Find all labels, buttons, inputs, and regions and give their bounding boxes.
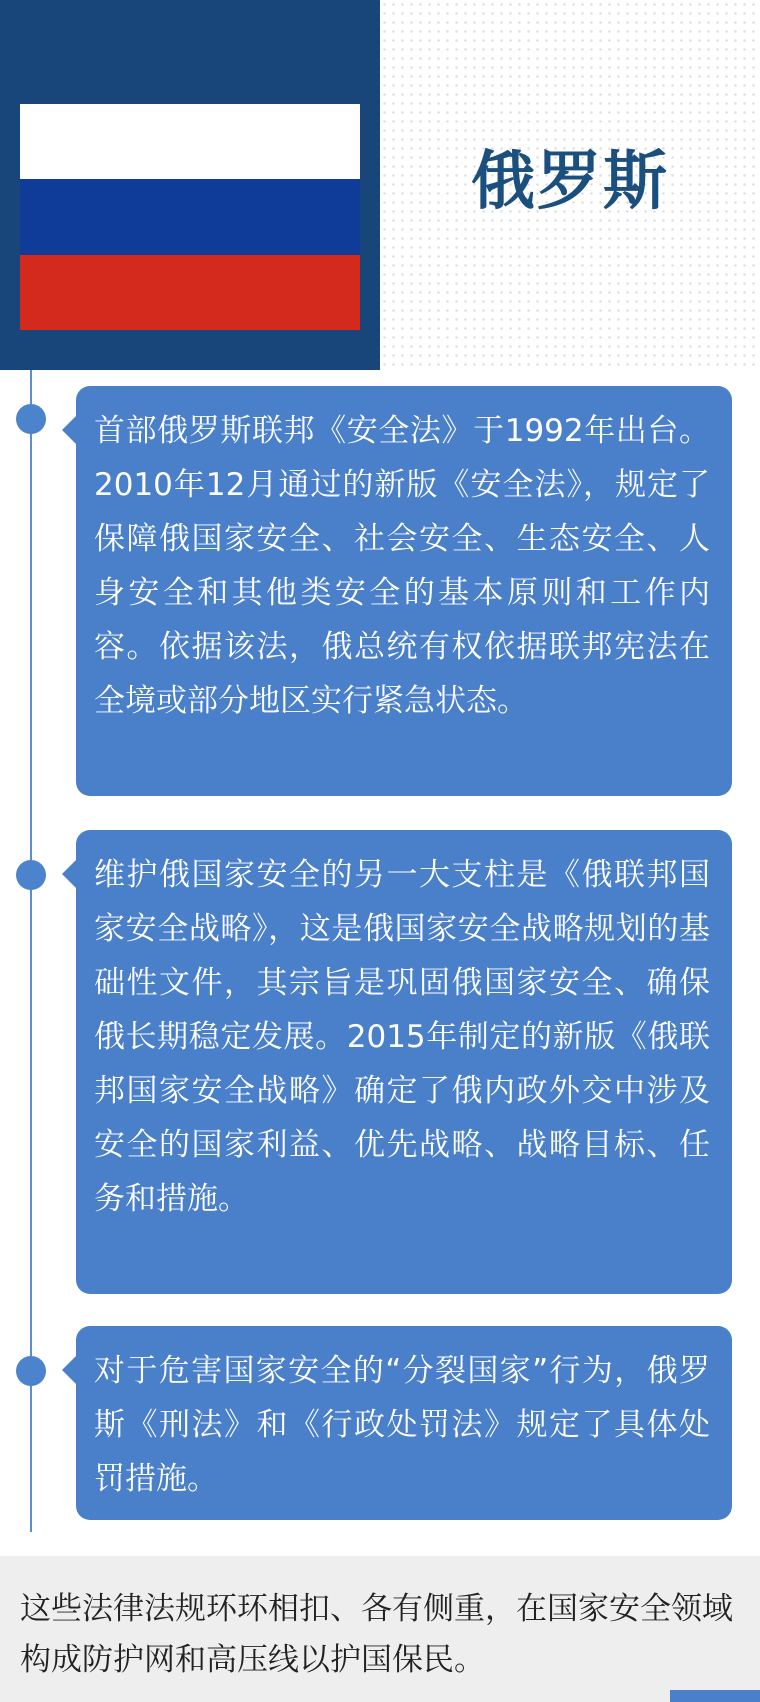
flag-stripe-red — [20, 255, 360, 330]
russia-flag — [20, 104, 360, 330]
timeline-dot — [16, 860, 46, 890]
corner-accent — [670, 1690, 760, 1702]
info-card — [76, 830, 732, 1294]
summary-banner — [0, 1556, 760, 1702]
timeline-dot — [16, 1356, 46, 1386]
info-card-text: 维护俄国家安全的另一大支柱是《俄联邦国家安全战略》，这是俄国家安全战略规划的基础性文件，其宗旨是巩固俄国家安全、确保俄长期稳定发展。2015年制定的新版《俄联邦国家安全战略》确定了俄内政外交中涉及安全的国家利益、优先战略、战略目标、任务和措施。 — [94, 857, 710, 1217]
info-card — [76, 386, 732, 796]
info-card-text: 对于危害国家安全的“分裂国家”行为，俄罗斯《刑法》和《行政处罚法》规定了具体处罚措施。 — [94, 1353, 710, 1497]
flag-stripe-blue — [20, 179, 360, 254]
page-title: 俄罗斯 — [471, 145, 669, 219]
flag-stripe-white — [20, 104, 360, 179]
timeline-dot — [16, 404, 46, 434]
summary-text: 这些法律法规环环相扣、各有侧重，在国家安全领域构成防护网和高压线以护国保民。 — [20, 1591, 733, 1678]
info-card-text: 首部俄罗斯联邦《安全法》于1992年出台。2010年12月通过的新版《安全法》，规定了保障俄国家安全、社会安全、生态安全、人身安全和其他类安全的基本原则和工作内容。依据该法，俄总统有权依据联邦宪法在全境或部分地区实行紧急状态。 — [94, 413, 710, 719]
info-card — [76, 1326, 732, 1520]
header-flag-panel — [0, 0, 380, 370]
